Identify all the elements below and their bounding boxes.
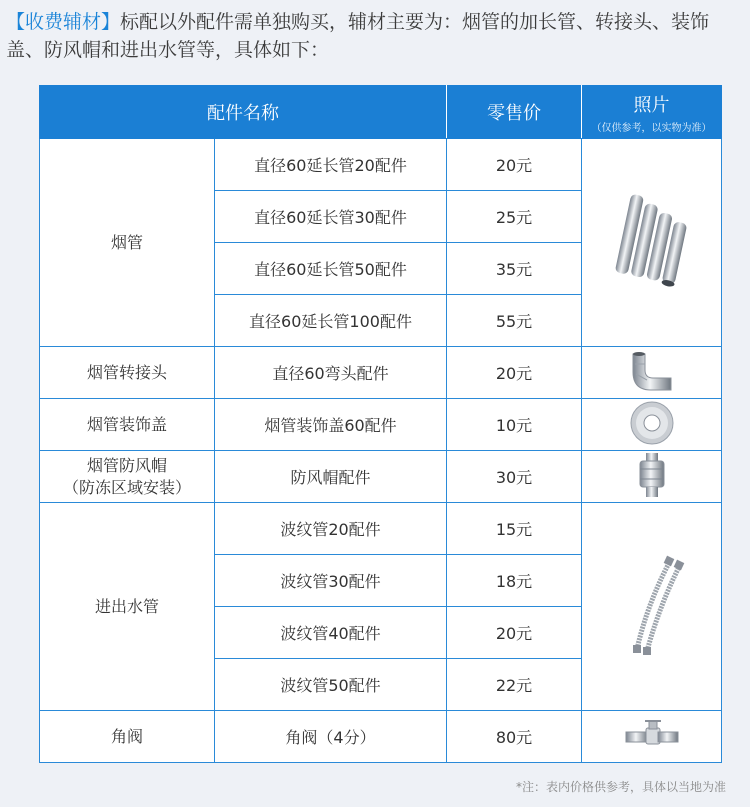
item-name: 波纹管40配件 bbox=[215, 607, 447, 659]
intro-tag: 【收费辅材】 bbox=[6, 11, 121, 33]
item-price: 20元 bbox=[447, 347, 582, 399]
table-row bbox=[40, 711, 722, 763]
category-cell bbox=[40, 451, 215, 503]
table-row bbox=[40, 399, 722, 451]
category-cell: 烟管装饰盖 bbox=[40, 399, 215, 451]
header-photo-label: 照片 bbox=[633, 94, 670, 116]
item-name: 烟管装饰盖60配件 bbox=[215, 399, 447, 451]
item-name: 直径60延长管30配件 bbox=[215, 191, 447, 243]
item-name: 波纹管30配件 bbox=[215, 555, 447, 607]
table-row bbox=[40, 139, 722, 191]
corrugated-hoses-image bbox=[617, 555, 687, 655]
photo-cell bbox=[582, 399, 722, 451]
header-photo bbox=[582, 86, 722, 139]
photo-cell bbox=[582, 347, 722, 399]
category-label: 烟管防风帽 bbox=[86, 455, 167, 475]
telescopic-pipes-image bbox=[612, 193, 692, 289]
item-name: 直径60延长管20配件 bbox=[215, 139, 447, 191]
table-header-row bbox=[40, 86, 722, 139]
category-cell: 角阀 bbox=[40, 711, 215, 763]
footnote: *注：表内价格供参考，具体以当地为准 bbox=[515, 780, 726, 794]
cover-ring-image bbox=[629, 400, 675, 446]
item-price: 20元 bbox=[447, 139, 582, 191]
item-price: 18元 bbox=[447, 555, 582, 607]
item-name: 直径60延长管50配件 bbox=[215, 243, 447, 295]
angle-valve-image bbox=[624, 720, 680, 750]
photo-cell bbox=[582, 711, 722, 763]
photo-cell bbox=[582, 451, 722, 503]
intro-text bbox=[6, 8, 744, 64]
elbow-pipe-image bbox=[627, 350, 677, 392]
item-name: 波纹管50配件 bbox=[215, 659, 447, 711]
item-name: 直径60延长管100配件 bbox=[215, 295, 447, 347]
item-price: 22元 bbox=[447, 659, 582, 711]
header-price: 零售价 bbox=[447, 86, 582, 139]
item-name: 防风帽配件 bbox=[215, 451, 447, 503]
item-price: 10元 bbox=[447, 399, 582, 451]
item-price: 20元 bbox=[447, 607, 582, 659]
item-price: 80元 bbox=[447, 711, 582, 763]
item-price: 55元 bbox=[447, 295, 582, 347]
item-name: 直径60弯头配件 bbox=[215, 347, 447, 399]
item-price: 25元 bbox=[447, 191, 582, 243]
table-row bbox=[40, 347, 722, 399]
intro-body: 标配以外配件需单独购买，辅材主要为：烟管的加长管、转接头、装饰盖、防风帽和进出水管等，具体如下： bbox=[6, 11, 710, 61]
item-price: 35元 bbox=[447, 243, 582, 295]
wind-cap-image bbox=[637, 453, 667, 497]
header-photo-sub: （仅供参考，以实物为准） bbox=[591, 122, 712, 134]
photo-cell bbox=[582, 139, 722, 347]
category-cell: 烟管 bbox=[40, 139, 215, 347]
item-name: 角阀（4分） bbox=[215, 711, 447, 763]
item-name: 波纹管20配件 bbox=[215, 503, 447, 555]
category-cell: 烟管转接头 bbox=[40, 347, 215, 399]
photo-cell bbox=[582, 503, 722, 711]
item-price: 30元 bbox=[447, 451, 582, 503]
category-note: （防冻区域安装） bbox=[62, 477, 191, 497]
accessories-table bbox=[39, 85, 722, 763]
category-cell: 进出水管 bbox=[40, 503, 215, 711]
table-row bbox=[40, 451, 722, 503]
header-name: 配件名称 bbox=[40, 86, 447, 139]
table-row bbox=[40, 503, 722, 555]
item-price: 15元 bbox=[447, 503, 582, 555]
